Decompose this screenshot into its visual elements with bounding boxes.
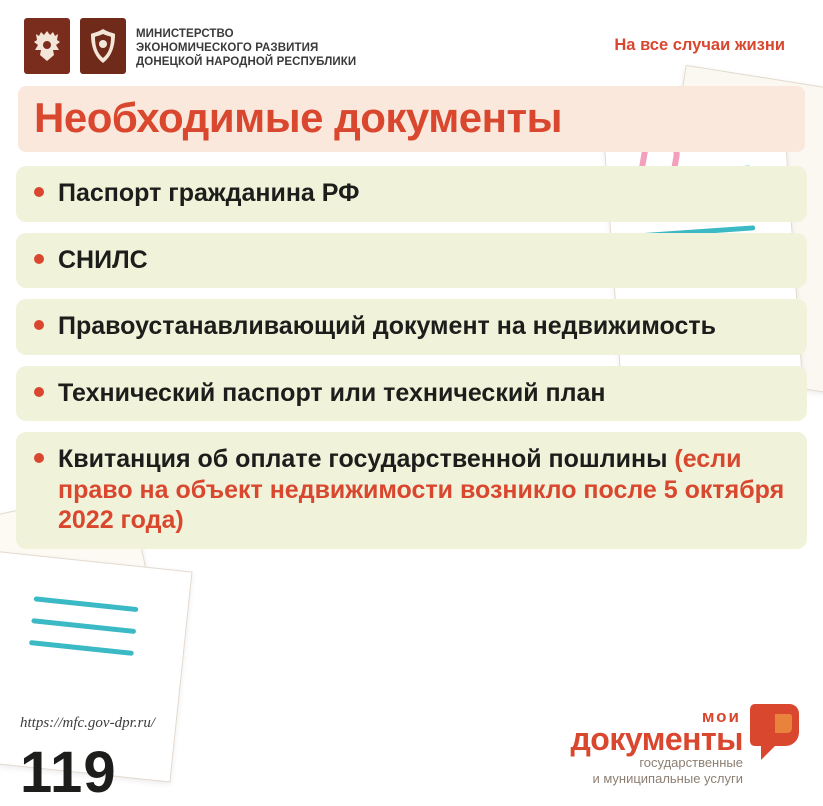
ministry-line-1: МИНИСТЕРСТВО [136, 27, 234, 40]
list-item-text [58, 178, 359, 209]
mfc-logo-moi: мои [701, 706, 741, 726]
dpr-coat-of-arms-icon [80, 18, 126, 74]
page-number: 119 [20, 740, 117, 805]
russia-coat-of-arms-icon [24, 18, 70, 74]
list-item-main: Правоустанавливающий документ на недвижимость [58, 312, 717, 341]
bullet-icon [34, 387, 44, 397]
list-item-text [58, 311, 716, 342]
bullet-icon [34, 254, 44, 264]
list-item [16, 233, 807, 289]
list-item-text [58, 378, 606, 409]
website-url[interactable]: https://mfc.gov-dpr.ru/ [20, 715, 155, 731]
slogan: На все случаи жизни [614, 36, 785, 54]
list-item-accent: (если право на объект недвижимости возникло после 5 октября 2022 года) [58, 445, 785, 535]
ministry-brand [24, 18, 356, 74]
mfc-logo-text [570, 708, 743, 788]
footer [0, 690, 823, 805]
list-item [16, 166, 807, 222]
documents-list [16, 166, 807, 549]
list-item-text [58, 245, 148, 276]
list-item [16, 366, 807, 422]
header [0, 0, 823, 74]
page-title: Необходимые документы [34, 94, 562, 141]
mfc-logo-subtitle-1: государственные [639, 754, 743, 770]
list-item-text [58, 444, 789, 536]
mfc-logo-subtitle-2: и муниципальные услуги [592, 771, 743, 787]
list-item-main: Технический паспорт или технический план [58, 378, 606, 407]
bullet-icon [34, 187, 44, 197]
ministry-line-3: ДОНЕЦКОЙ НАРОДНОЙ РЕСПУБЛИКИ [136, 56, 357, 68]
bullet-icon [34, 453, 44, 463]
title-band [18, 86, 805, 152]
bullet-icon [34, 320, 44, 330]
mfc-logo-documenty: документы [570, 720, 743, 757]
list-item-main: Квитанция об оплате государственной пошлины [58, 445, 675, 474]
mfc-mark-icon [749, 702, 801, 762]
ministry-line-2: ЭКОНОМИЧЕСКОГО РАЗВИТИЯ [136, 41, 319, 54]
list-item-main: СНИЛС [58, 245, 148, 274]
mfc-logo [570, 702, 801, 788]
list-item [16, 299, 807, 355]
list-item-main: Паспорт гражданина РФ [58, 179, 360, 208]
ministry-name [136, 23, 356, 69]
list-item [16, 432, 807, 549]
